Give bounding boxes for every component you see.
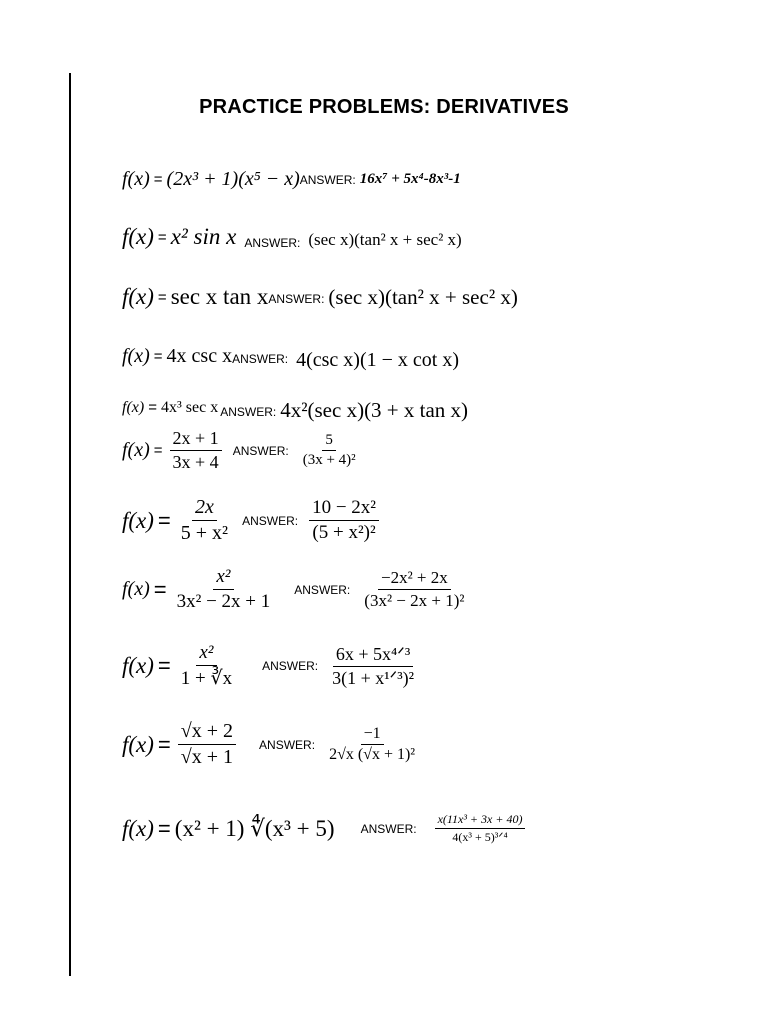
function-expression: (x² + 1) ∜(x³ + 5) (174, 815, 335, 841)
problem-2 (122, 224, 462, 250)
function-fraction (178, 642, 235, 690)
function-label: f(x) (122, 439, 150, 461)
problem-4 (122, 341, 459, 372)
answer-numerator: 6x + 5x⁴ᐟ³ (333, 644, 413, 667)
left-margin-line (69, 73, 71, 976)
answer-label: ANSWER: (242, 513, 299, 528)
answer-label: ANSWER: (232, 351, 289, 366)
equals-sign: = (157, 507, 171, 533)
function-label: f(x) (122, 345, 150, 367)
function-expression: 4x csc x (166, 345, 233, 367)
problem-1 (122, 168, 461, 191)
problem-11 (122, 812, 528, 845)
answer-expression: (sec x)(tan² x + sec² x) (308, 230, 462, 249)
answer-fraction (435, 812, 526, 845)
function-label: f(x) (122, 168, 150, 190)
answer-label: ANSWER: (244, 236, 301, 250)
answer-label: ANSWER: (262, 659, 319, 673)
function-label: f(x) (122, 578, 150, 600)
answer-denominator: (3x + 4)² (302, 452, 356, 468)
function-label: f(x) (122, 507, 154, 533)
equals-sign: = (157, 815, 171, 841)
function-fraction (174, 566, 274, 613)
problem-5 (122, 392, 468, 423)
answer-fraction (361, 568, 467, 611)
function-denominator: 3x + 4 (172, 452, 219, 472)
answer-fraction (326, 725, 418, 764)
answer-numerator: x(11x³ + 3x + 40) (435, 812, 526, 829)
function-label: f(x) (122, 815, 154, 841)
function-numerator: x² (213, 566, 233, 590)
problem-8 (122, 566, 470, 613)
function-denominator: 1 + ∛x (180, 668, 233, 689)
answer-denominator: (3x² − 2x + 1)² (364, 591, 465, 610)
function-expression: 4x³ sec x (160, 398, 219, 416)
problem-9 (122, 642, 420, 690)
answer-fraction (300, 432, 359, 469)
function-fraction (178, 496, 231, 545)
answer-numerator: −2x² + 2x (378, 568, 451, 590)
problem-6 (122, 428, 362, 473)
answer-fraction (329, 644, 417, 689)
answer-expression: 4(csc x)(1 − x cot x) (296, 349, 459, 371)
equals-sign: = (153, 348, 163, 365)
answer-numerator: 10 − 2x² (309, 497, 379, 521)
function-label: f(x) (122, 398, 145, 416)
answer-label: ANSWER: (299, 172, 356, 187)
function-label: f(x) (122, 731, 154, 757)
answer-label: ANSWER: (220, 404, 277, 419)
function-label: f(x) (122, 653, 154, 678)
answer-label: ANSWER: (360, 821, 417, 836)
equals-sign: = (153, 576, 167, 602)
answer-denominator: 4(x³ + 5)³ᐟ⁴ (452, 830, 508, 844)
function-label: f(x) (122, 224, 154, 249)
function-denominator: √x + 1 (180, 746, 234, 768)
function-expression: (2x³ + 1)(x⁵ − x) (166, 168, 300, 190)
answer-denominator: 2√x (√x + 1)² (329, 746, 416, 763)
equals-sign: = (157, 288, 167, 306)
answer-label: ANSWER: (259, 737, 316, 752)
problem-3 (122, 284, 518, 310)
function-numerator: 2x + 1 (170, 428, 222, 451)
answer-label: ANSWER: (268, 292, 325, 306)
function-denominator: 3x² − 2x + 1 (176, 591, 271, 612)
answer-expression: 16x⁷ + 5x⁴-8x³-1 (359, 171, 461, 187)
answer-denominator: (5 + x²)² (312, 522, 376, 543)
function-expression: sec x tan x (170, 284, 269, 309)
equals-sign: = (157, 731, 171, 757)
function-fraction (170, 428, 222, 473)
function-fraction (178, 720, 236, 769)
page-title: PRACTICE PROBLEMS: DERIVATIVES (199, 96, 569, 118)
answer-denominator: 3(1 + x¹ᐟ³)² (332, 667, 415, 688)
answer-numerator: 5 (322, 432, 336, 451)
function-numerator: √x + 2 (178, 720, 236, 745)
equals-sign: = (157, 228, 167, 246)
function-numerator: 2x (192, 496, 217, 521)
answer-numerator: −1 (361, 725, 384, 745)
equals-sign: = (153, 442, 163, 459)
equals-sign: = (153, 171, 163, 188)
answer-fraction (309, 497, 379, 544)
equals-sign: = (157, 653, 171, 678)
answer-label: ANSWER: (232, 443, 289, 458)
equals-sign: = (148, 399, 157, 416)
answer-expression: 4x²(sec x)(3 + x tan x) (280, 398, 469, 422)
function-expression: x² sin x (170, 224, 237, 249)
answer-label: ANSWER: (294, 582, 351, 597)
function-numerator: x² (196, 642, 216, 666)
function-denominator: 5 + x² (180, 522, 229, 544)
problem-10 (122, 720, 421, 769)
problem-7 (122, 496, 382, 545)
answer-expression: (sec x)(tan² x + sec² x) (328, 284, 518, 309)
function-label: f(x) (122, 284, 154, 309)
